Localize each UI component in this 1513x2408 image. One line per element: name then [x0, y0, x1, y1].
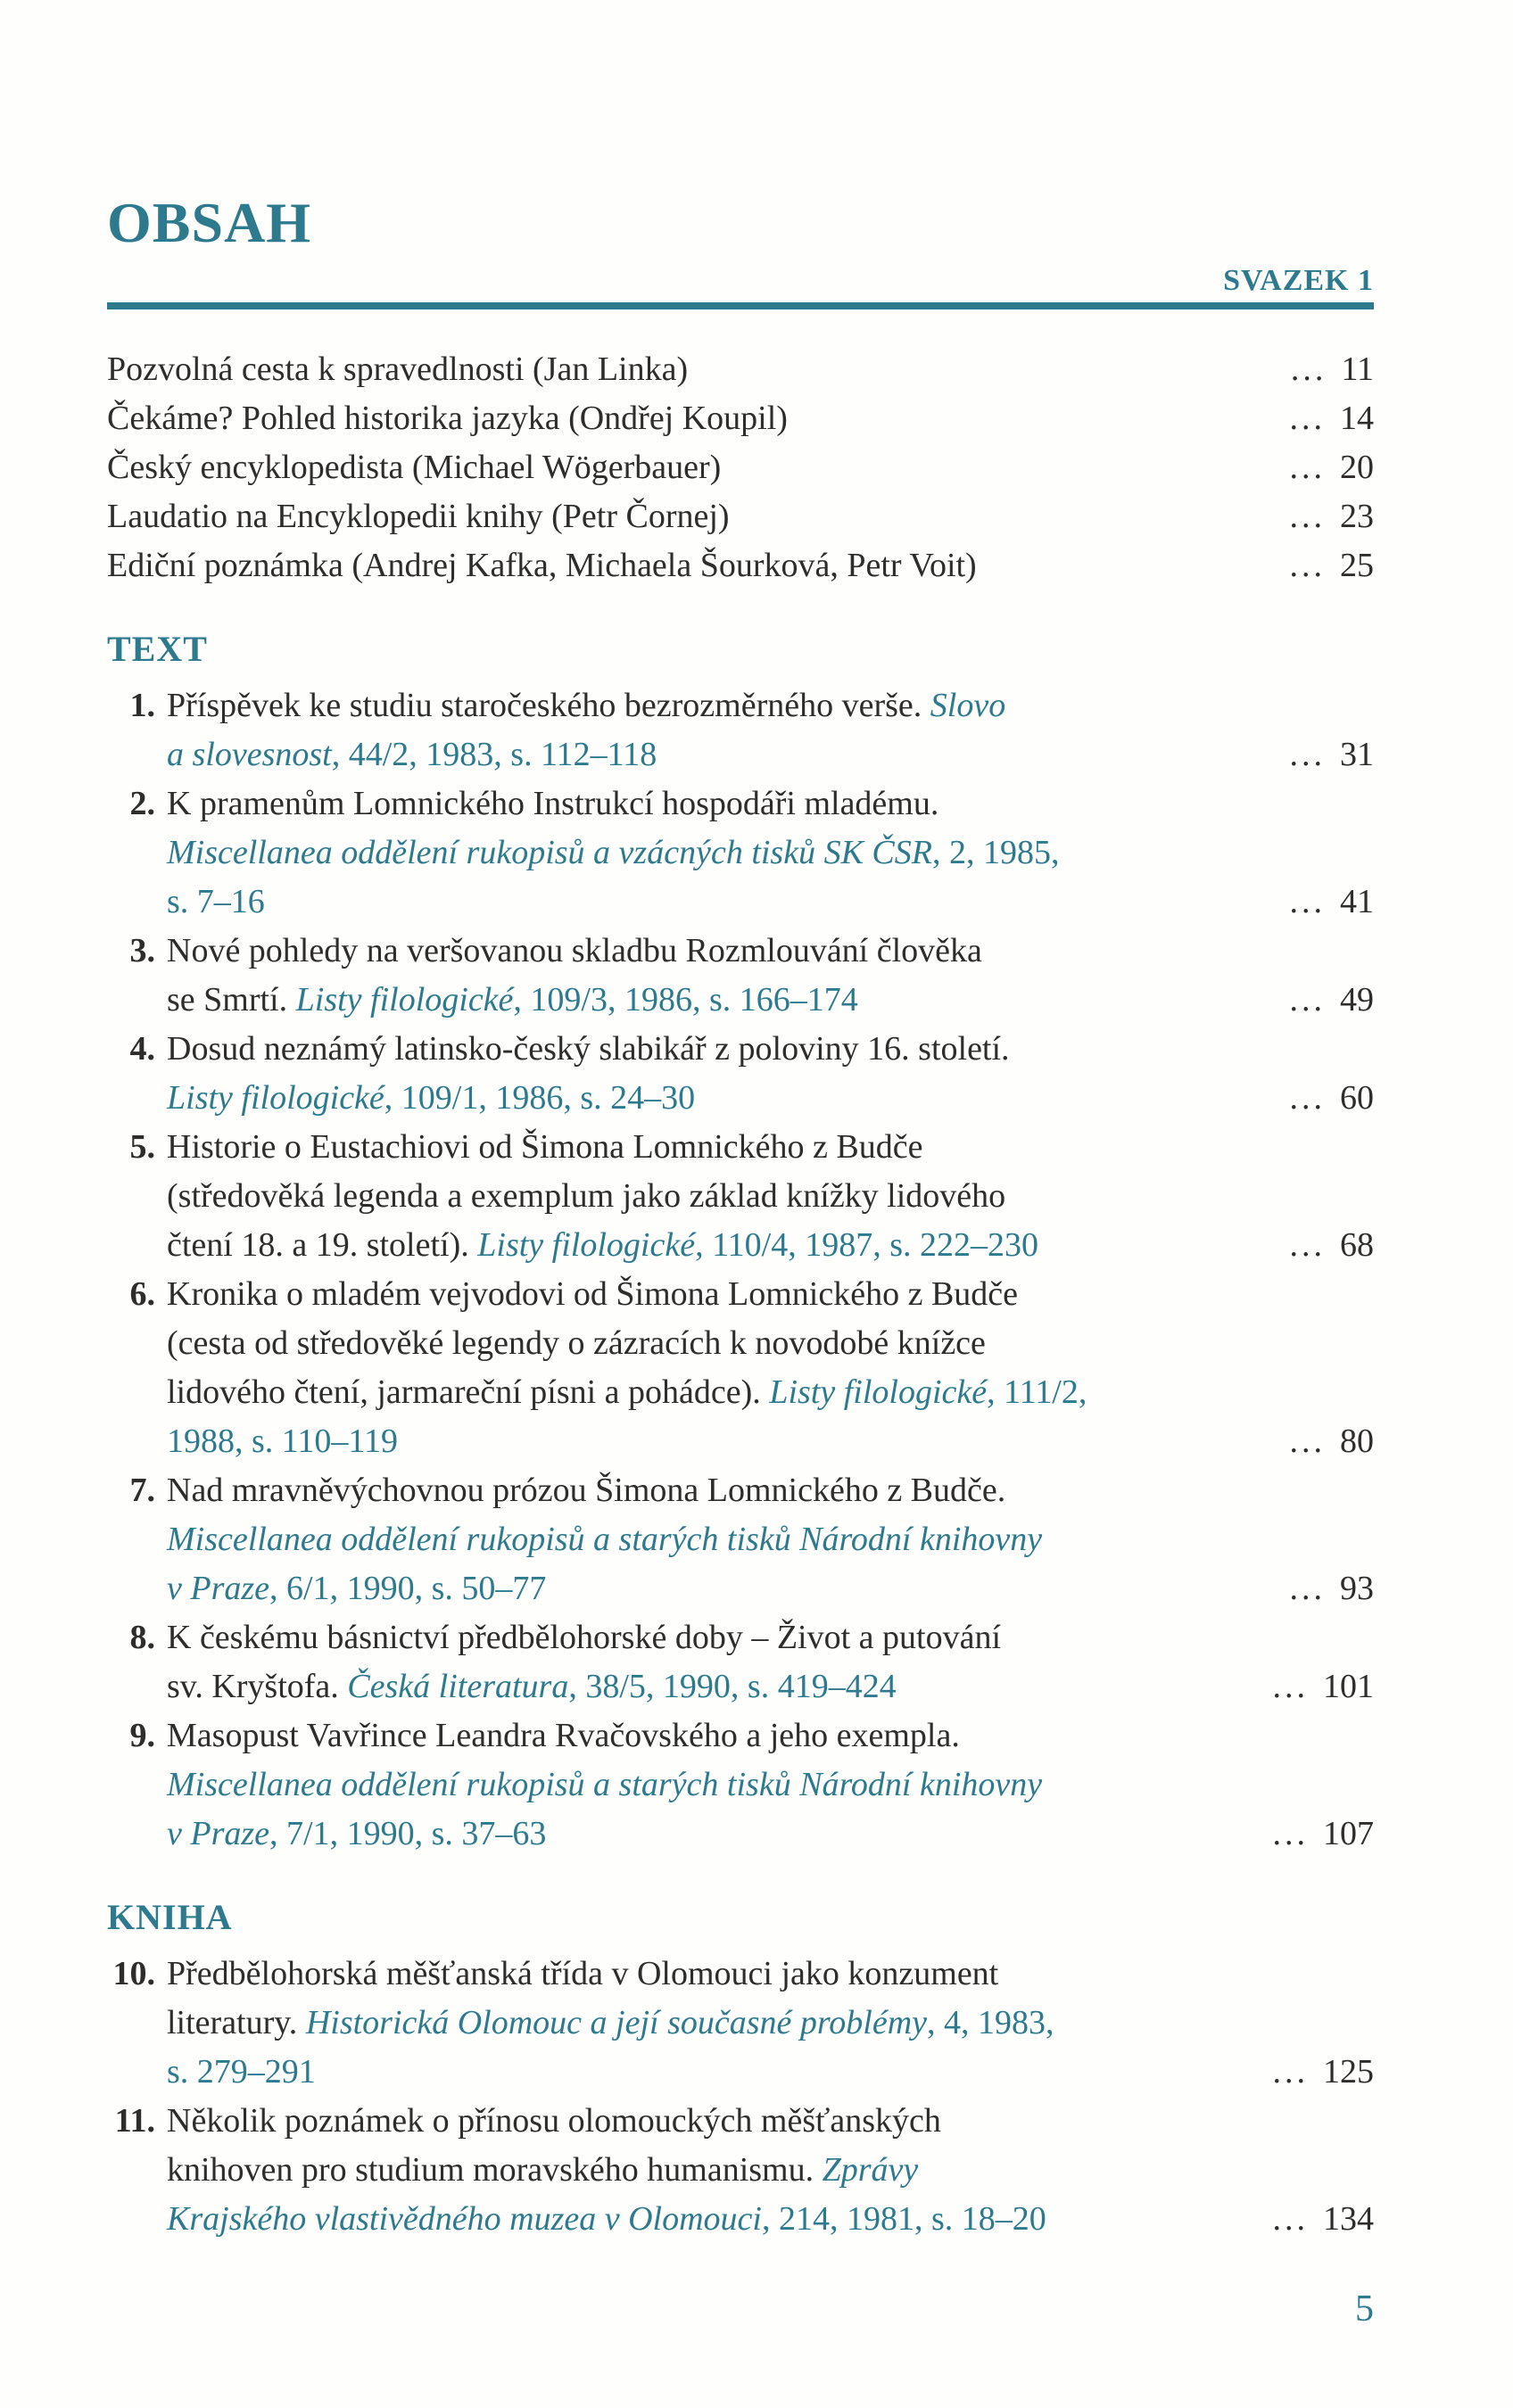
toc-leader-dots: ... — [1272, 1815, 1309, 1852]
toc-page-number: 134 — [1323, 2200, 1374, 2238]
toc-row — [107, 345, 1374, 394]
toc-page-number: 31 — [1340, 736, 1374, 773]
text-segment-plain: Nad mravněvýchovnou prózou Šimona Lomnického z Budče. — [167, 1472, 1006, 1509]
toc-leader-dots: ... — [1289, 498, 1326, 535]
entry-line-text — [167, 1172, 1374, 1221]
toc-page-number: 14 — [1340, 400, 1374, 437]
entry-line-text — [167, 1319, 1374, 1368]
text-segment-cite: , 110/4, 1987, s. 222–230 — [695, 1226, 1038, 1264]
toc-page-ref — [1290, 443, 1375, 492]
text-segment-plain: Kronika o mladém vejvodovi od Šimona Lomnického z Budče — [167, 1275, 1019, 1313]
text-segment-plain: Příspěvek ke studiu staročeského bezrozměrného verše. — [167, 687, 930, 724]
text-segment-cite: s. 279–291 — [167, 2053, 316, 2091]
text-segment-cite: 1988, s. 110–119 — [167, 1423, 398, 1460]
entry-number: 10. — [112, 1955, 155, 1992]
entry-line — [107, 1564, 1374, 1613]
toc-page-number: 60 — [1340, 1079, 1374, 1117]
text-segment-cite: , 2, 1985, — [932, 834, 1060, 871]
toc-header — [107, 191, 1374, 309]
entry-line — [107, 2097, 1374, 2146]
entry-line-text — [167, 1613, 1374, 1662]
toc-page-number: 20 — [1340, 449, 1374, 486]
entry-line — [107, 1025, 1374, 1074]
entry-line — [107, 1711, 1374, 1761]
entry-line-text — [167, 1950, 1374, 1999]
text-segment-journal: Listy filologické — [769, 1373, 988, 1411]
text-segment-plain: (cesta od středověké legendy o zázracích k novodobé knížce — [167, 1324, 986, 1362]
toc-page-number: 68 — [1340, 1226, 1374, 1264]
page-title: OBSAH — [107, 191, 312, 254]
toc-page-ref — [1290, 730, 1375, 779]
text-segment-journal: Krajského vlastivědného muzea v Olomouci — [167, 2200, 762, 2238]
entry-line — [107, 1417, 1374, 1466]
entry-line — [107, 976, 1374, 1025]
toc-leader-dots: ... — [1272, 1668, 1309, 1705]
toc-page-number: 101 — [1323, 1668, 1374, 1705]
text-segment-cite: , 4, 1983, — [927, 2004, 1054, 2041]
entry-line — [107, 878, 1374, 927]
toc-page-ref — [1290, 394, 1375, 443]
toc-sections — [107, 631, 1374, 2244]
entry-number: 3. — [129, 932, 155, 969]
text-segment-cite: , 7/1, 1990, s. 37–63 — [269, 1815, 547, 1852]
entry-line-text — [167, 1123, 1374, 1172]
toc-page-ref — [1273, 1810, 1375, 1859]
text-segment-cite: , 6/1, 1990, s. 50–77 — [269, 1570, 547, 1607]
entry-line — [107, 1761, 1374, 1810]
toc-leader-dots: ... — [1289, 736, 1326, 773]
entry-line — [107, 779, 1374, 829]
text-segment-journal: v Praze — [167, 1570, 270, 1607]
toc-page-number: 80 — [1340, 1423, 1374, 1460]
text-segment-plain: knihoven pro studium moravského humanismu. — [167, 2151, 823, 2189]
toc-page-ref — [1290, 1074, 1375, 1123]
toc-page-number: 25 — [1340, 547, 1374, 584]
volume-label: SVAZEK 1 — [1223, 264, 1374, 297]
entry-line-text — [167, 878, 1290, 927]
entry-line — [107, 1319, 1374, 1368]
toc-entry — [107, 1025, 1374, 1123]
toc-row-text: Pozvolná cesta k spravedlnosti (Jan Linka) — [107, 350, 689, 388]
entry-line — [107, 2048, 1374, 2097]
entry-line-text — [167, 779, 1374, 829]
entry-line-text — [167, 1761, 1374, 1810]
toc-leader-dots: ... — [1289, 1570, 1326, 1607]
entry-line — [107, 829, 1374, 878]
entry-line — [107, 927, 1374, 976]
footer-page-number: 5 — [1355, 2288, 1374, 2330]
section-header: TEXT — [107, 629, 208, 669]
text-segment-cite: , 109/3, 1986, s. 166–174 — [513, 981, 858, 1018]
text-segment-plain: literatury. — [167, 2004, 306, 2041]
toc-entry — [107, 927, 1374, 1025]
toc-page-ref — [1290, 976, 1375, 1025]
toc-page-ref — [1290, 1221, 1375, 1270]
entry-number: 11. — [114, 2102, 155, 2140]
entry-line — [107, 1515, 1374, 1564]
text-segment-plain: Dosud neznámý latinsko-český slabikář z poloviny 16. století. — [167, 1030, 1010, 1068]
entry-line — [107, 2146, 1374, 2195]
text-segment-cite: , 109/1, 1986, s. 24–30 — [384, 1079, 696, 1117]
text-segment-plain: Historie o Eustachiovi od Šimona Lomnického z Budče — [167, 1128, 923, 1166]
toc-page-ref — [1273, 1662, 1375, 1711]
entry-line-text — [167, 1466, 1374, 1515]
toc-page-ref — [1290, 492, 1375, 541]
entry-line-text — [167, 2048, 1273, 2097]
toc-entry — [107, 1466, 1374, 1613]
entry-number: 8. — [129, 1619, 155, 1656]
toc-entry — [107, 1950, 1374, 2097]
text-segment-journal: Listy filologické — [295, 981, 514, 1018]
entry-line — [107, 1810, 1374, 1859]
entry-line — [107, 1613, 1374, 1662]
toc-leader-dots: ... — [1272, 2053, 1309, 2091]
text-segment-plain: Několik poznámek o přínosu olomouckých měšťanských — [167, 2102, 941, 2140]
text-segment-cite: s. 7–16 — [167, 883, 265, 920]
toc-leader-dots: ... — [1290, 350, 1327, 388]
toc-entry — [107, 779, 1374, 927]
text-segment-plain: Masopust Vavřince Leandra Rvačovského a jeho exempla. — [167, 1717, 960, 1754]
toc-row — [107, 394, 1374, 443]
toc-row-text: Laudatio na Encyklopedii knihy (Petr Čornej) — [107, 498, 730, 535]
text-segment-plain: čtení 18. a 19. století). — [167, 1226, 478, 1264]
text-segment-plain: lidového čtení, jarmareční písni a pohádce). — [167, 1373, 770, 1411]
text-segment-journal: Česká literatura — [347, 1668, 569, 1705]
text-segment-plain: Nové pohledy na veršovanou skladbu Rozmlouvání člověka — [167, 932, 982, 969]
toc-page-number: 125 — [1323, 2053, 1374, 2091]
toc-row — [107, 541, 1374, 590]
entry-line — [107, 1662, 1374, 1711]
entry-line-text — [167, 1270, 1374, 1319]
toc-entry — [107, 2097, 1374, 2244]
toc-page-number: 23 — [1340, 498, 1374, 535]
entry-number: 4. — [129, 1030, 155, 1068]
toc-page-number: 49 — [1340, 981, 1374, 1018]
toc-footer — [107, 2290, 1374, 2328]
text-segment-journal: Slovo — [930, 687, 1006, 724]
entry-line — [107, 730, 1374, 779]
toc-leader-dots: ... — [1272, 2200, 1309, 2238]
toc-entry — [107, 1613, 1374, 1711]
toc-leader-dots: ... — [1289, 449, 1326, 486]
section-header: KNIHA — [107, 1897, 233, 1937]
text-segment-cite: , 44/2, 1983, s. 112–118 — [331, 736, 657, 773]
text-segment-plain: K českému básnictví předbělohorské doby – Život a putování — [167, 1619, 1002, 1656]
entry-line-text — [167, 1515, 1374, 1564]
text-segment-plain: K pramenům Lomnického Instrukcí hospodáři mladému. — [167, 785, 939, 822]
entry-line — [107, 1074, 1374, 1123]
toc-row — [107, 443, 1374, 492]
entry-number: 1. — [129, 687, 155, 724]
entry-line-text — [167, 1025, 1374, 1074]
toc-page-ref — [1290, 878, 1375, 927]
entry-line — [107, 1466, 1374, 1515]
toc-page-number: 107 — [1323, 1815, 1374, 1852]
section-entries — [107, 681, 1374, 1859]
text-segment-cite: , 38/5, 1990, s. 419–424 — [568, 1668, 897, 1705]
divider-rule — [107, 302, 1374, 309]
text-segment-journal: v Praze — [167, 1815, 270, 1852]
entry-line-text — [167, 681, 1374, 730]
text-segment-plain: sv. Kryštofa. — [167, 1668, 348, 1705]
entry-line — [107, 1999, 1374, 2048]
front-matter-list — [107, 345, 1374, 590]
entry-line — [107, 1270, 1374, 1319]
entry-number: 9. — [129, 1717, 155, 1754]
toc-entry — [107, 681, 1374, 779]
entry-line-text — [167, 730, 1290, 779]
toc-leader-dots: ... — [1289, 883, 1326, 920]
toc-page-ref — [1290, 1417, 1375, 1466]
toc-page-number: 41 — [1340, 883, 1374, 920]
text-segment-journal: Miscellanea oddělení rukopisů a starých tisků Národní knihovny — [167, 1766, 1043, 1803]
entry-line — [107, 1123, 1374, 1172]
entry-line — [107, 1221, 1374, 1270]
text-segment-journal: Miscellanea oddělení rukopisů a starých tisků Národní knihovny — [167, 1521, 1043, 1558]
text-segment-journal: Listy filologické — [167, 1079, 384, 1117]
toc-row-text: Český encyklopedista (Michael Wögerbauer) — [107, 449, 722, 486]
toc-row — [107, 492, 1374, 541]
toc-page-ref — [1290, 1564, 1375, 1613]
toc-page-number: 93 — [1340, 1570, 1374, 1607]
toc-page-ref — [1291, 345, 1374, 394]
text-segment-journal: Listy filologické — [477, 1226, 696, 1264]
toc-page-number: 11 — [1341, 350, 1374, 388]
entry-line — [107, 1172, 1374, 1221]
entry-line-text — [167, 829, 1374, 878]
entry-line-text — [167, 1711, 1374, 1761]
toc-leader-dots: ... — [1289, 547, 1326, 584]
entry-line-text — [167, 2097, 1374, 2146]
toc-row-text: Čekáme? Pohled historika jazyka (Ondřej Koupil) — [107, 400, 788, 437]
entry-line-text — [167, 927, 1374, 976]
entry-line-text — [167, 1074, 1290, 1123]
entry-line — [107, 2195, 1374, 2244]
entry-line-text — [167, 1662, 1273, 1711]
text-segment-cite: , 111/2, — [987, 1373, 1087, 1411]
toc-entry — [107, 1711, 1374, 1859]
entry-line — [107, 1368, 1374, 1417]
entry-number: 6. — [129, 1275, 155, 1313]
text-segment-journal: Zprávy — [822, 2151, 919, 2189]
entry-line-text — [167, 1564, 1290, 1613]
section-entries — [107, 1950, 1374, 2244]
text-segment-journal: Miscellanea oddělení rukopisů a vzácných tisků SK ČSR — [167, 834, 932, 871]
toc-leader-dots: ... — [1289, 400, 1326, 437]
entry-number: 2. — [129, 785, 155, 822]
entry-number: 5. — [129, 1128, 155, 1166]
toc-entry — [107, 1270, 1374, 1466]
toc-page-ref — [1273, 2195, 1375, 2244]
entry-line-text — [167, 1417, 1290, 1466]
toc-page-ref — [1273, 2048, 1375, 2097]
toc-leader-dots: ... — [1289, 1226, 1326, 1264]
text-segment-plain: (středověká legenda a exemplum jako základ knížky lidového — [167, 1177, 1006, 1215]
text-segment-plain: Předbělohorská měšťanská třída v Olomouci jako konzument — [167, 1955, 999, 1992]
entry-line-text — [167, 2195, 1273, 2244]
toc-row-text: Ediční poznámka (Andrej Kafka, Michaela Šourková, Petr Voit) — [107, 547, 977, 584]
entry-number: 7. — [129, 1472, 155, 1509]
toc-leader-dots: ... — [1289, 981, 1326, 1018]
entry-line — [107, 1950, 1374, 1999]
entry-line-text — [167, 1999, 1374, 2048]
text-segment-journal: Historická Olomouc a její současné problémy — [305, 2004, 928, 2041]
entry-line-text — [167, 976, 1290, 1025]
entry-line-text — [167, 1221, 1290, 1270]
toc-leader-dots: ... — [1289, 1423, 1326, 1460]
entry-line-text — [167, 2146, 1374, 2195]
entry-line-text — [167, 1810, 1273, 1859]
toc-entry — [107, 1123, 1374, 1270]
text-segment-cite: , 214, 1981, s. 18–20 — [761, 2200, 1046, 2238]
entry-line-text — [167, 1368, 1374, 1417]
text-segment-journal: a slovesnost — [167, 736, 332, 773]
toc-page-ref — [1290, 541, 1375, 590]
entry-line — [107, 681, 1374, 730]
toc-leader-dots: ... — [1289, 1079, 1326, 1117]
text-segment-plain: se Smrtí. — [167, 981, 296, 1018]
